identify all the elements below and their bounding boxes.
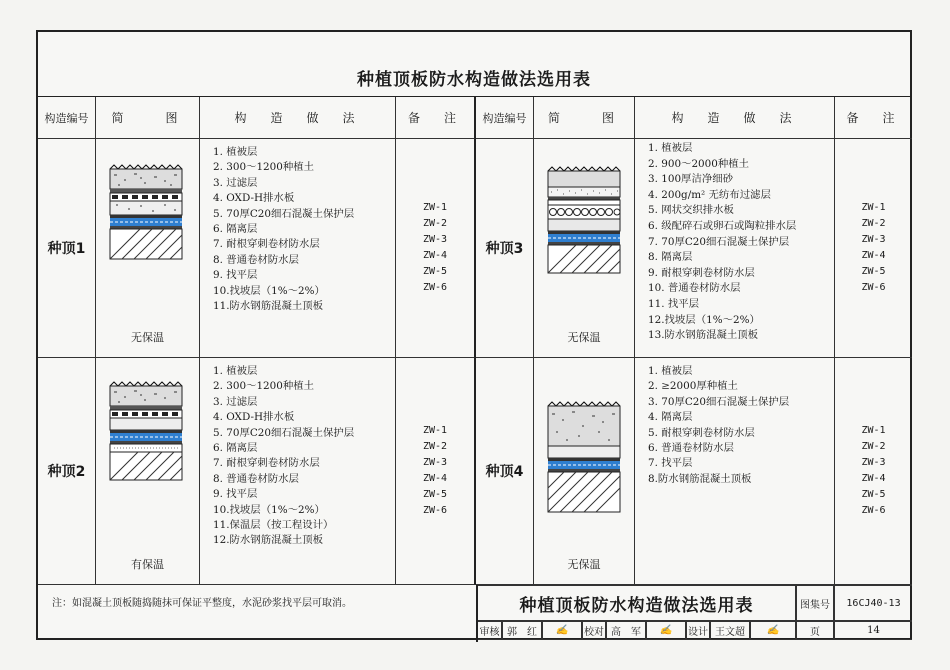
note-ref: ZW-5	[422, 266, 448, 277]
layer-item: 1. 植被层	[648, 365, 693, 377]
note-ref: ZW-2	[861, 441, 886, 452]
diagram-caption: 有保温	[131, 558, 164, 571]
reviewer-signature: ✍	[542, 621, 582, 640]
diagram-zd2	[96, 358, 200, 585]
layer-item: 5. 耐根穿刺卷材防水层	[648, 426, 755, 439]
header-notes-right: 备 注	[835, 97, 912, 139]
layer-item: 6. 隔离层	[213, 442, 258, 455]
header-diagram-right: 简 图	[534, 97, 635, 139]
header-diagram: 简 图	[96, 97, 200, 139]
page-label: 页	[796, 621, 834, 640]
header-code: 构造编号	[38, 97, 96, 139]
layer-item: 7. 耐根穿刺卷材防水层	[213, 457, 320, 470]
layer-item: 6. 普通卷材防水层	[648, 442, 734, 455]
layer-section-diagram	[96, 139, 200, 358]
layers-zd1	[200, 139, 396, 358]
note-ref: ZW-6	[861, 282, 886, 293]
layers-zd2	[200, 358, 396, 585]
layer-item: 8. 普通卷材防水层	[213, 253, 299, 266]
layer-item: 8. 隔离层	[648, 251, 693, 264]
checker-name: 高 军	[606, 621, 646, 640]
layer-section-diagram	[534, 358, 635, 585]
layer-item: 3. 过滤层	[213, 176, 258, 189]
diagram-zd1	[96, 139, 200, 358]
layer-item: 11.保温层（按工程设计）	[213, 519, 334, 532]
note-ref: ZW-4	[861, 473, 886, 484]
layer-item: 13.防水钢筋混凝土顶板	[648, 329, 759, 342]
layer-item: 1. 植被层	[648, 142, 693, 154]
note-ref: ZW-1	[861, 202, 886, 213]
footnote: 注：如混凝土顶板随捣随抹可保证平整度，水泥砂浆找平层可取消。	[52, 598, 352, 609]
layer-item: 6. 隔离层	[213, 223, 258, 236]
design-label: 设计	[686, 621, 710, 640]
note-ref: ZW-5	[861, 489, 886, 500]
header-code-right: 构造编号	[476, 97, 534, 139]
note-ref: ZW-4	[422, 473, 448, 484]
notes-zd2	[396, 358, 476, 585]
layer-item: 2. 300～1200种植土	[213, 161, 315, 174]
layers-zd3	[635, 139, 835, 358]
layer-item: 2. ≥2000厚种植土	[648, 380, 738, 393]
note-ref: ZW-4	[861, 250, 886, 261]
layer-item: 4. OXD-H排水板	[213, 411, 295, 424]
checker-signature: ✍	[646, 621, 686, 640]
layer-item: 3. 100厚洁净细砂	[648, 173, 734, 186]
note-ref: ZW-2	[422, 441, 448, 452]
code-zd2: 种顶2	[38, 358, 96, 585]
note-ref: ZW-2	[422, 218, 448, 229]
note-ref: ZW-3	[422, 234, 448, 245]
layer-item: 4. 隔离层	[648, 411, 693, 424]
note-ref: ZW-1	[861, 425, 886, 436]
diagram-caption: 无保温	[131, 331, 164, 344]
atlas-label: 图集号	[796, 585, 834, 621]
layer-item: 11. 找平层	[648, 297, 699, 310]
note-ref: ZW-6	[861, 505, 886, 516]
layer-section-diagram	[534, 139, 635, 358]
diagram-zd3	[534, 139, 635, 358]
drawing-frame	[36, 30, 912, 640]
layer-item: 7. 找平层	[648, 457, 693, 470]
note-ref: ZW-5	[422, 489, 448, 500]
diagram-zd4	[534, 358, 635, 585]
check-label: 校对	[582, 621, 606, 640]
designer-name: 王文超	[710, 621, 750, 640]
layer-item: 2. 900～2000种植土	[648, 157, 750, 170]
code-zd1: 种顶1	[38, 139, 96, 358]
note-ref: ZW-6	[422, 505, 448, 516]
layer-item: 9. 耐根穿刺卷材防水层	[648, 266, 755, 279]
layer-item: 2. 300～1200种植土	[213, 380, 315, 393]
page-title: 种植顶板防水构造做法选用表	[38, 32, 910, 97]
note-ref: ZW-1	[422, 202, 448, 213]
layer-item: 3. 过滤层	[213, 395, 258, 408]
layer-item: 12.找坡层（1%～2%）	[648, 313, 760, 326]
layer-item: 4. OXD-H排水板	[213, 192, 295, 205]
layer-item: 5. 70厚C20细石混凝土保护层	[213, 207, 355, 220]
review-label: 审核	[478, 621, 502, 640]
layer-item: 8.防水钢筋混凝土顶板	[648, 472, 752, 485]
code-zd3: 种顶3	[476, 139, 534, 358]
layer-item: 10. 普通卷材防水层	[648, 282, 741, 295]
note-ref: ZW-1	[422, 425, 448, 436]
note-ref: ZW-3	[422, 457, 448, 468]
layer-item: 1. 植被层	[213, 146, 258, 158]
diagram-caption: 无保温	[567, 558, 601, 571]
page-number: 14	[834, 621, 912, 640]
notes-zd1	[396, 139, 476, 358]
layer-item: 9. 找平层	[213, 269, 258, 282]
note-ref: ZW-6	[422, 282, 448, 293]
layer-item: 3. 70厚C20细石混凝土保护层	[648, 395, 790, 408]
note-ref: ZW-5	[861, 266, 886, 277]
layer-item: 11.防水钢筋混凝土顶板	[213, 300, 324, 313]
header-method-right: 构 造 做 法	[635, 97, 835, 139]
layer-item: 10.找坡层（1%～2%）	[213, 503, 325, 516]
layer-section-diagram	[96, 358, 200, 585]
diagram-caption: 无保温	[567, 331, 601, 344]
layer-item: 9. 找平层	[213, 488, 258, 501]
layer-item: 12.防水钢筋混凝土顶板	[213, 534, 324, 547]
layer-item: 7. 耐根穿刺卷材防水层	[213, 238, 320, 251]
note-ref: ZW-4	[422, 250, 448, 261]
atlas-number: 16CJ40-13	[834, 585, 912, 621]
reviewer-name: 郭 红	[502, 621, 542, 640]
layer-item: 8. 普通卷材防水层	[213, 472, 299, 485]
layer-item: 5. 70厚C20细石混凝土保护层	[213, 426, 355, 439]
header-notes: 备 注	[396, 97, 476, 139]
layer-item: 10.找坡层（1%～2%）	[213, 284, 325, 297]
layers-zd4	[635, 358, 835, 585]
note-ref: ZW-2	[861, 218, 886, 229]
header-method: 构 造 做 法	[200, 97, 396, 139]
layer-item: 4. 200g/m² 无纺布过滤层	[648, 188, 771, 201]
titleblock-title: 种植顶板防水构造做法选用表	[478, 585, 796, 621]
note-ref: ZW-3	[861, 457, 886, 468]
designer-signature: ✍	[750, 621, 796, 640]
notes-zd4	[835, 358, 912, 585]
code-zd4: 种顶4	[476, 358, 534, 585]
layer-item: 6. 级配碎石或卵石或陶粒排水层	[648, 219, 797, 232]
note-ref: ZW-3	[861, 234, 886, 245]
layer-item: 1. 植被层	[213, 365, 258, 377]
layer-item: 7. 70厚C20细石混凝土保护层	[648, 235, 790, 248]
notes-zd3	[835, 139, 912, 358]
layer-item: 5. 网状交织排水板	[648, 204, 734, 217]
